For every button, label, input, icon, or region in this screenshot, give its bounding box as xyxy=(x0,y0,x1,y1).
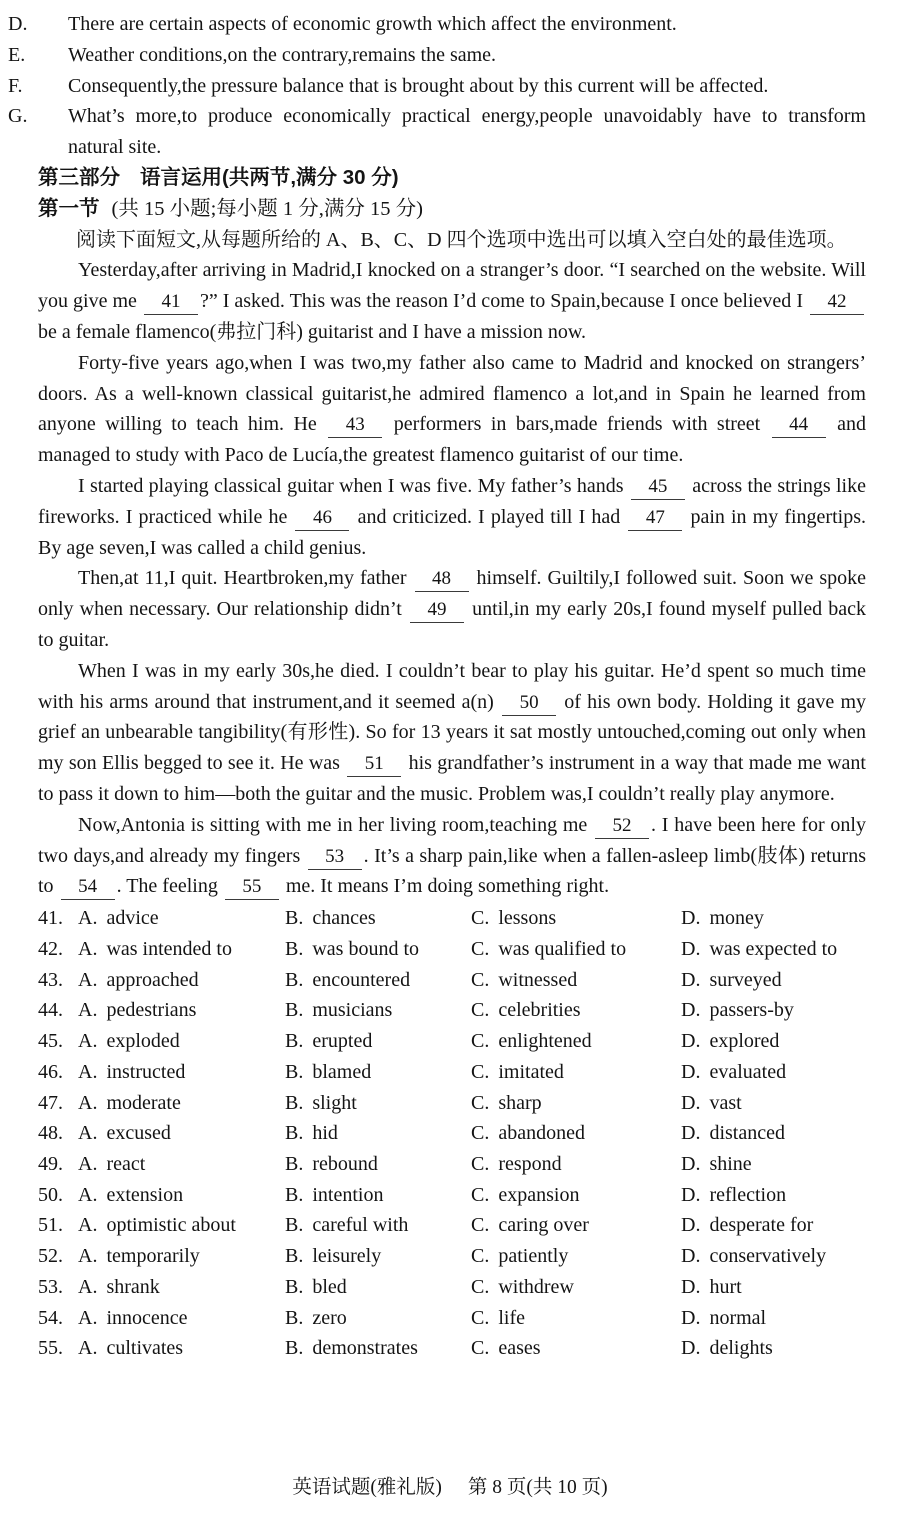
option-B: B. encountered xyxy=(285,968,411,991)
option-letter: C. xyxy=(471,1245,490,1268)
option-A: A. cultivates xyxy=(78,1337,184,1360)
blank-42: 42 xyxy=(810,291,864,315)
option-A: A. excused xyxy=(78,1122,171,1145)
prev-option-E: E. Weather conditions,on the contrary,remains the same. xyxy=(38,40,866,71)
option-D: D. was expected to xyxy=(681,937,838,960)
question-row-42 xyxy=(38,934,866,965)
option-letter: B. xyxy=(285,1275,304,1298)
blank-47: 47 xyxy=(628,507,682,531)
option-letter: A. xyxy=(78,1152,98,1175)
option-D: D. explored xyxy=(681,1030,780,1053)
footer-doc-title: 英语试题(雅礼版) xyxy=(292,1477,442,1499)
passage-paragraph: Then,at 11,I quit. Heartbroken,my father 48 himself. Guiltily,I followed suit. Soon we spoke only when necessary. Our relationship didn’t 49 until,in my early 20s,I found myself pulled back to guitar. xyxy=(38,567,866,651)
option-letter: B. xyxy=(285,1337,304,1360)
option-D: D. evaluated xyxy=(681,1060,787,1083)
question-row-46 xyxy=(38,1057,866,1088)
part3-heading xyxy=(38,163,866,194)
option-letter: C. xyxy=(471,1152,490,1175)
blank-46: 46 xyxy=(295,507,349,531)
option-C: C. respond xyxy=(471,1152,562,1175)
question-number: 50. xyxy=(38,1183,63,1206)
option-letter: D. xyxy=(681,1091,701,1114)
blank-41: 41 xyxy=(144,291,198,315)
question-number: 41. xyxy=(38,907,63,930)
option-A: A. innocence xyxy=(78,1306,188,1329)
option-A: A. approached xyxy=(78,968,199,991)
question-row-43 xyxy=(38,965,866,996)
question-row-54 xyxy=(38,1303,866,1334)
option-B: B. was bound to xyxy=(285,937,420,960)
option-letter: D. xyxy=(8,13,28,35)
option-A: A. moderate xyxy=(78,1091,181,1114)
option-letter: B. xyxy=(285,1060,304,1083)
option-letter: A. xyxy=(78,1245,98,1268)
option-B: B. bled xyxy=(285,1275,347,1298)
prev-option-D: D. There are certain aspects of economic growth which affect the environment. xyxy=(38,9,866,40)
option-letter: D. xyxy=(681,1183,701,1206)
option-A: A. pedestrians xyxy=(78,999,197,1022)
question-row-55 xyxy=(38,1333,866,1364)
option-C: C. patiently xyxy=(471,1245,569,1268)
option-letter: D. xyxy=(681,1245,701,1268)
option-A: A. exploded xyxy=(78,1030,180,1053)
blank-44: 44 xyxy=(772,414,826,438)
option-letter: B. xyxy=(285,1030,304,1053)
option-D: D. passers-by xyxy=(681,999,794,1022)
option-letter: D. xyxy=(681,999,701,1022)
option-D: D. desperate for xyxy=(681,1214,814,1237)
option-A: A. advice xyxy=(78,907,159,930)
question-number: 43. xyxy=(38,968,63,991)
options-table xyxy=(38,903,866,1364)
blank-49: 49 xyxy=(410,599,464,623)
part3-subtitle: 语言运用(共两节,满分 30 分) xyxy=(140,165,399,189)
option-letter: D. xyxy=(681,937,701,960)
option-letter: A. xyxy=(78,999,98,1022)
question-number: 47. xyxy=(38,1091,63,1114)
option-letter: C. xyxy=(471,999,490,1022)
question-row-47 xyxy=(38,1088,866,1119)
question-row-49 xyxy=(38,1149,866,1180)
option-letter: D. xyxy=(681,1306,701,1329)
option-B: B. leisurely xyxy=(285,1245,382,1268)
option-C: C. sharp xyxy=(471,1091,542,1114)
option-letter: D. xyxy=(681,1337,701,1360)
option-letter: C. xyxy=(471,1337,490,1360)
option-letter: A. xyxy=(78,1275,98,1298)
prev-option-F: F. Consequently,the pressure balance that is brought about by this current will be affected. xyxy=(38,71,866,102)
option-C: C. imitated xyxy=(471,1060,564,1083)
option-D: D. vast xyxy=(681,1091,742,1114)
question-number: 53. xyxy=(38,1275,63,1298)
section1-meta: (共 15 小题;每小题 1 分,满分 15 分) xyxy=(111,197,423,220)
question-number: 51. xyxy=(38,1214,63,1237)
option-letter: B. xyxy=(285,1245,304,1268)
option-B: B. musicians xyxy=(285,999,393,1022)
option-letter: C. xyxy=(471,968,490,991)
prev-options-list xyxy=(8,9,866,163)
option-B: B. blamed xyxy=(285,1060,372,1083)
option-D: D. shine xyxy=(681,1152,752,1175)
option-letter: A. xyxy=(78,1060,98,1083)
option-C: C. caring over xyxy=(471,1214,589,1237)
blank-43: 43 xyxy=(328,414,382,438)
option-C: C. was qualified to xyxy=(471,937,627,960)
option-C: C. abandoned xyxy=(471,1122,585,1145)
option-C: C. lessons xyxy=(471,907,557,930)
question-row-51 xyxy=(38,1210,866,1241)
section1-title: 第一节 xyxy=(38,196,100,220)
option-D: D. distanced xyxy=(681,1122,785,1145)
blank-54: 54 xyxy=(61,876,115,900)
option-A: A. was intended to xyxy=(78,937,232,960)
question-number: 44. xyxy=(38,999,63,1022)
option-B: B. hid xyxy=(285,1122,338,1145)
question-row-53 xyxy=(38,1272,866,1303)
prev-option-G: G. What’s more,to produce economically practical energy,people unavoidably have to transform natural site. xyxy=(38,101,866,163)
option-B: B. rebound xyxy=(285,1152,378,1175)
question-row-45 xyxy=(38,1026,866,1057)
option-letter: C. xyxy=(471,907,490,930)
option-letter: A. xyxy=(78,968,98,991)
option-letter: C. xyxy=(471,1183,490,1206)
option-letter: D. xyxy=(681,1060,701,1083)
cloze-instruction: 阅读下面短文,从每题所给的 A、B、C、D 四个选项中选出可以填入空白处的最佳选项。 xyxy=(76,228,847,251)
blank-53: 53 xyxy=(308,846,362,870)
footer-page-number: 第 8 页(共 10 页) xyxy=(467,1477,608,1499)
option-C: C. withdrew xyxy=(471,1275,574,1298)
option-C: C. eases xyxy=(471,1337,541,1360)
blank-51: 51 xyxy=(347,753,401,777)
part3-title: 第三部分 xyxy=(38,165,120,189)
option-letter: C. xyxy=(471,1306,490,1329)
option-letter: D. xyxy=(681,1122,701,1145)
option-letter: B. xyxy=(285,1183,304,1206)
option-A: A. extension xyxy=(78,1183,184,1206)
option-letter: D. xyxy=(681,968,701,991)
question-number: 46. xyxy=(38,1060,63,1083)
option-letter: A. xyxy=(78,1122,98,1145)
question-row-50 xyxy=(38,1180,866,1211)
option-letter: F. xyxy=(8,74,23,97)
option-letter: A. xyxy=(78,1183,98,1206)
passage-paragraph: Yesterday,after arriving in Madrid,I knocked on a stranger’s door. “I searched on the website. Will you give me 41 ?” I asked. This was the reason I’d come to Spain,because I once believed I 42 be a female flamenco(弗拉门科) guitarist and I have a mission now. xyxy=(38,259,866,343)
option-B: B. slight xyxy=(285,1091,357,1114)
passage-paragraph: Forty-five years ago,when I was two,my father also came to Madrid and knocked on strangers’ doors. As a well-known classical guitarist,he admired flamenco a lot,and in Spain he learned from anyone willing to teach him. He 43 performers in bars,made friends with street 44 and managed to study with Paco de Lucía,the greatest flamenco guitarist of our time. xyxy=(38,351,866,467)
option-D: D. normal xyxy=(681,1306,767,1329)
option-letter: D. xyxy=(681,1214,701,1237)
option-letter: E. xyxy=(8,43,26,66)
question-number: 52. xyxy=(38,1245,63,1268)
blank-55: 55 xyxy=(225,876,279,900)
option-letter: B. xyxy=(285,968,304,991)
option-letter: B. xyxy=(285,937,304,960)
option-A: A. optimistic about xyxy=(78,1214,236,1237)
cloze-passage xyxy=(38,255,866,902)
passage-paragraph: I started playing classical guitar when I was five. My father’s hands 45 across the strings like fireworks. I practiced while he 46 and criticized. I played till I had 47 pain in my fingertips. By age seven,I was called a child genius. xyxy=(38,474,866,559)
option-letter: B. xyxy=(285,999,304,1022)
question-number: 49. xyxy=(38,1152,63,1175)
option-A: A. instructed xyxy=(78,1060,186,1083)
option-D: D. reflection xyxy=(681,1183,787,1206)
option-letter: C. xyxy=(471,1091,490,1114)
blank-52: 52 xyxy=(595,815,649,839)
question-number: 55. xyxy=(38,1337,63,1360)
passage-paragraph: When I was in my early 30s,he died. I couldn’t bear to play his guitar. He’d spent so much time with his arms around that instrument,and it seemed a(n) 50 of his own body. Holding it gave my grief an unbearable tangibility(有形性). So for 13 years it sat mostly untouched,coming out only when my son Ellis begged to see it. He was 51 his grandfather’s instrument in a way that made me want to pass it down to him—both the guitar and the music. Problem was,I couldn’t really play anymore. xyxy=(38,659,867,805)
option-letter: G. xyxy=(8,105,28,128)
option-C: C. enlightened xyxy=(471,1030,592,1053)
option-letter: C. xyxy=(471,1214,490,1237)
option-letter: D. xyxy=(681,1275,701,1298)
option-letter: A. xyxy=(78,1337,98,1360)
option-B: B. careful with xyxy=(285,1214,409,1237)
question-row-44 xyxy=(38,995,866,1026)
option-letter: B. xyxy=(285,1214,304,1237)
option-B: B. erupted xyxy=(285,1030,373,1053)
question-number: 48. xyxy=(38,1122,63,1145)
question-number: 42. xyxy=(38,937,63,960)
option-letter: C. xyxy=(471,1122,490,1145)
option-A: A. shrank xyxy=(78,1275,160,1298)
option-letter: C. xyxy=(471,1275,490,1298)
option-B: B. demonstrates xyxy=(285,1337,418,1360)
option-A: A. react xyxy=(78,1152,146,1175)
option-D: D. money xyxy=(681,907,764,930)
option-letter: A. xyxy=(78,1091,98,1114)
option-letter: B. xyxy=(285,1306,304,1329)
question-row-52 xyxy=(38,1241,866,1272)
question-number: 45. xyxy=(38,1030,63,1053)
question-number: 54. xyxy=(38,1306,63,1329)
option-C: C. witnessed xyxy=(471,968,578,991)
option-C: C. celebrities xyxy=(471,999,581,1022)
option-letter: A. xyxy=(78,907,98,930)
option-D: D. surveyed xyxy=(681,968,782,991)
option-B: B. zero xyxy=(285,1306,347,1329)
option-letter: B. xyxy=(285,1091,304,1114)
option-D: D. hurt xyxy=(681,1275,742,1298)
option-C: C. expansion xyxy=(471,1183,580,1206)
question-row-41 xyxy=(38,903,866,934)
option-letter: A. xyxy=(78,1030,98,1053)
option-D: D. conservatively xyxy=(681,1245,827,1268)
page-footer xyxy=(0,1473,900,1504)
option-letter: B. xyxy=(285,1122,304,1145)
section1-heading xyxy=(38,194,866,225)
option-B: B. intention xyxy=(285,1183,384,1206)
blank-45: 45 xyxy=(631,476,685,500)
question-row-48 xyxy=(38,1118,866,1149)
option-letter: A. xyxy=(78,1306,98,1329)
option-letter: C. xyxy=(471,937,490,960)
option-letter: D. xyxy=(681,1152,701,1175)
option-letter: B. xyxy=(285,907,304,930)
option-letter: D. xyxy=(681,1030,701,1053)
option-D: D. delights xyxy=(681,1337,773,1360)
option-letter: D. xyxy=(681,907,701,930)
option-letter: C. xyxy=(471,1060,490,1083)
blank-48: 48 xyxy=(415,568,469,592)
option-A: A. temporarily xyxy=(78,1245,200,1268)
option-letter: B. xyxy=(285,1152,304,1175)
blank-50: 50 xyxy=(502,692,556,716)
option-letter: A. xyxy=(78,1214,98,1237)
option-C: C. life xyxy=(471,1306,525,1329)
passage-paragraph: Now,Antonia is sitting with me in her living room,teaching me 52 . I have been here for only two days,and already my fingers 53 . It’s a sharp pain,like when a fallen-asleep limb(肢体) returns to 54 . The feeling 55 me. It means I’m doing something right. xyxy=(38,810,866,902)
option-letter: A. xyxy=(78,937,98,960)
option-B: B. chances xyxy=(285,907,376,930)
option-letter: C. xyxy=(471,1030,490,1053)
